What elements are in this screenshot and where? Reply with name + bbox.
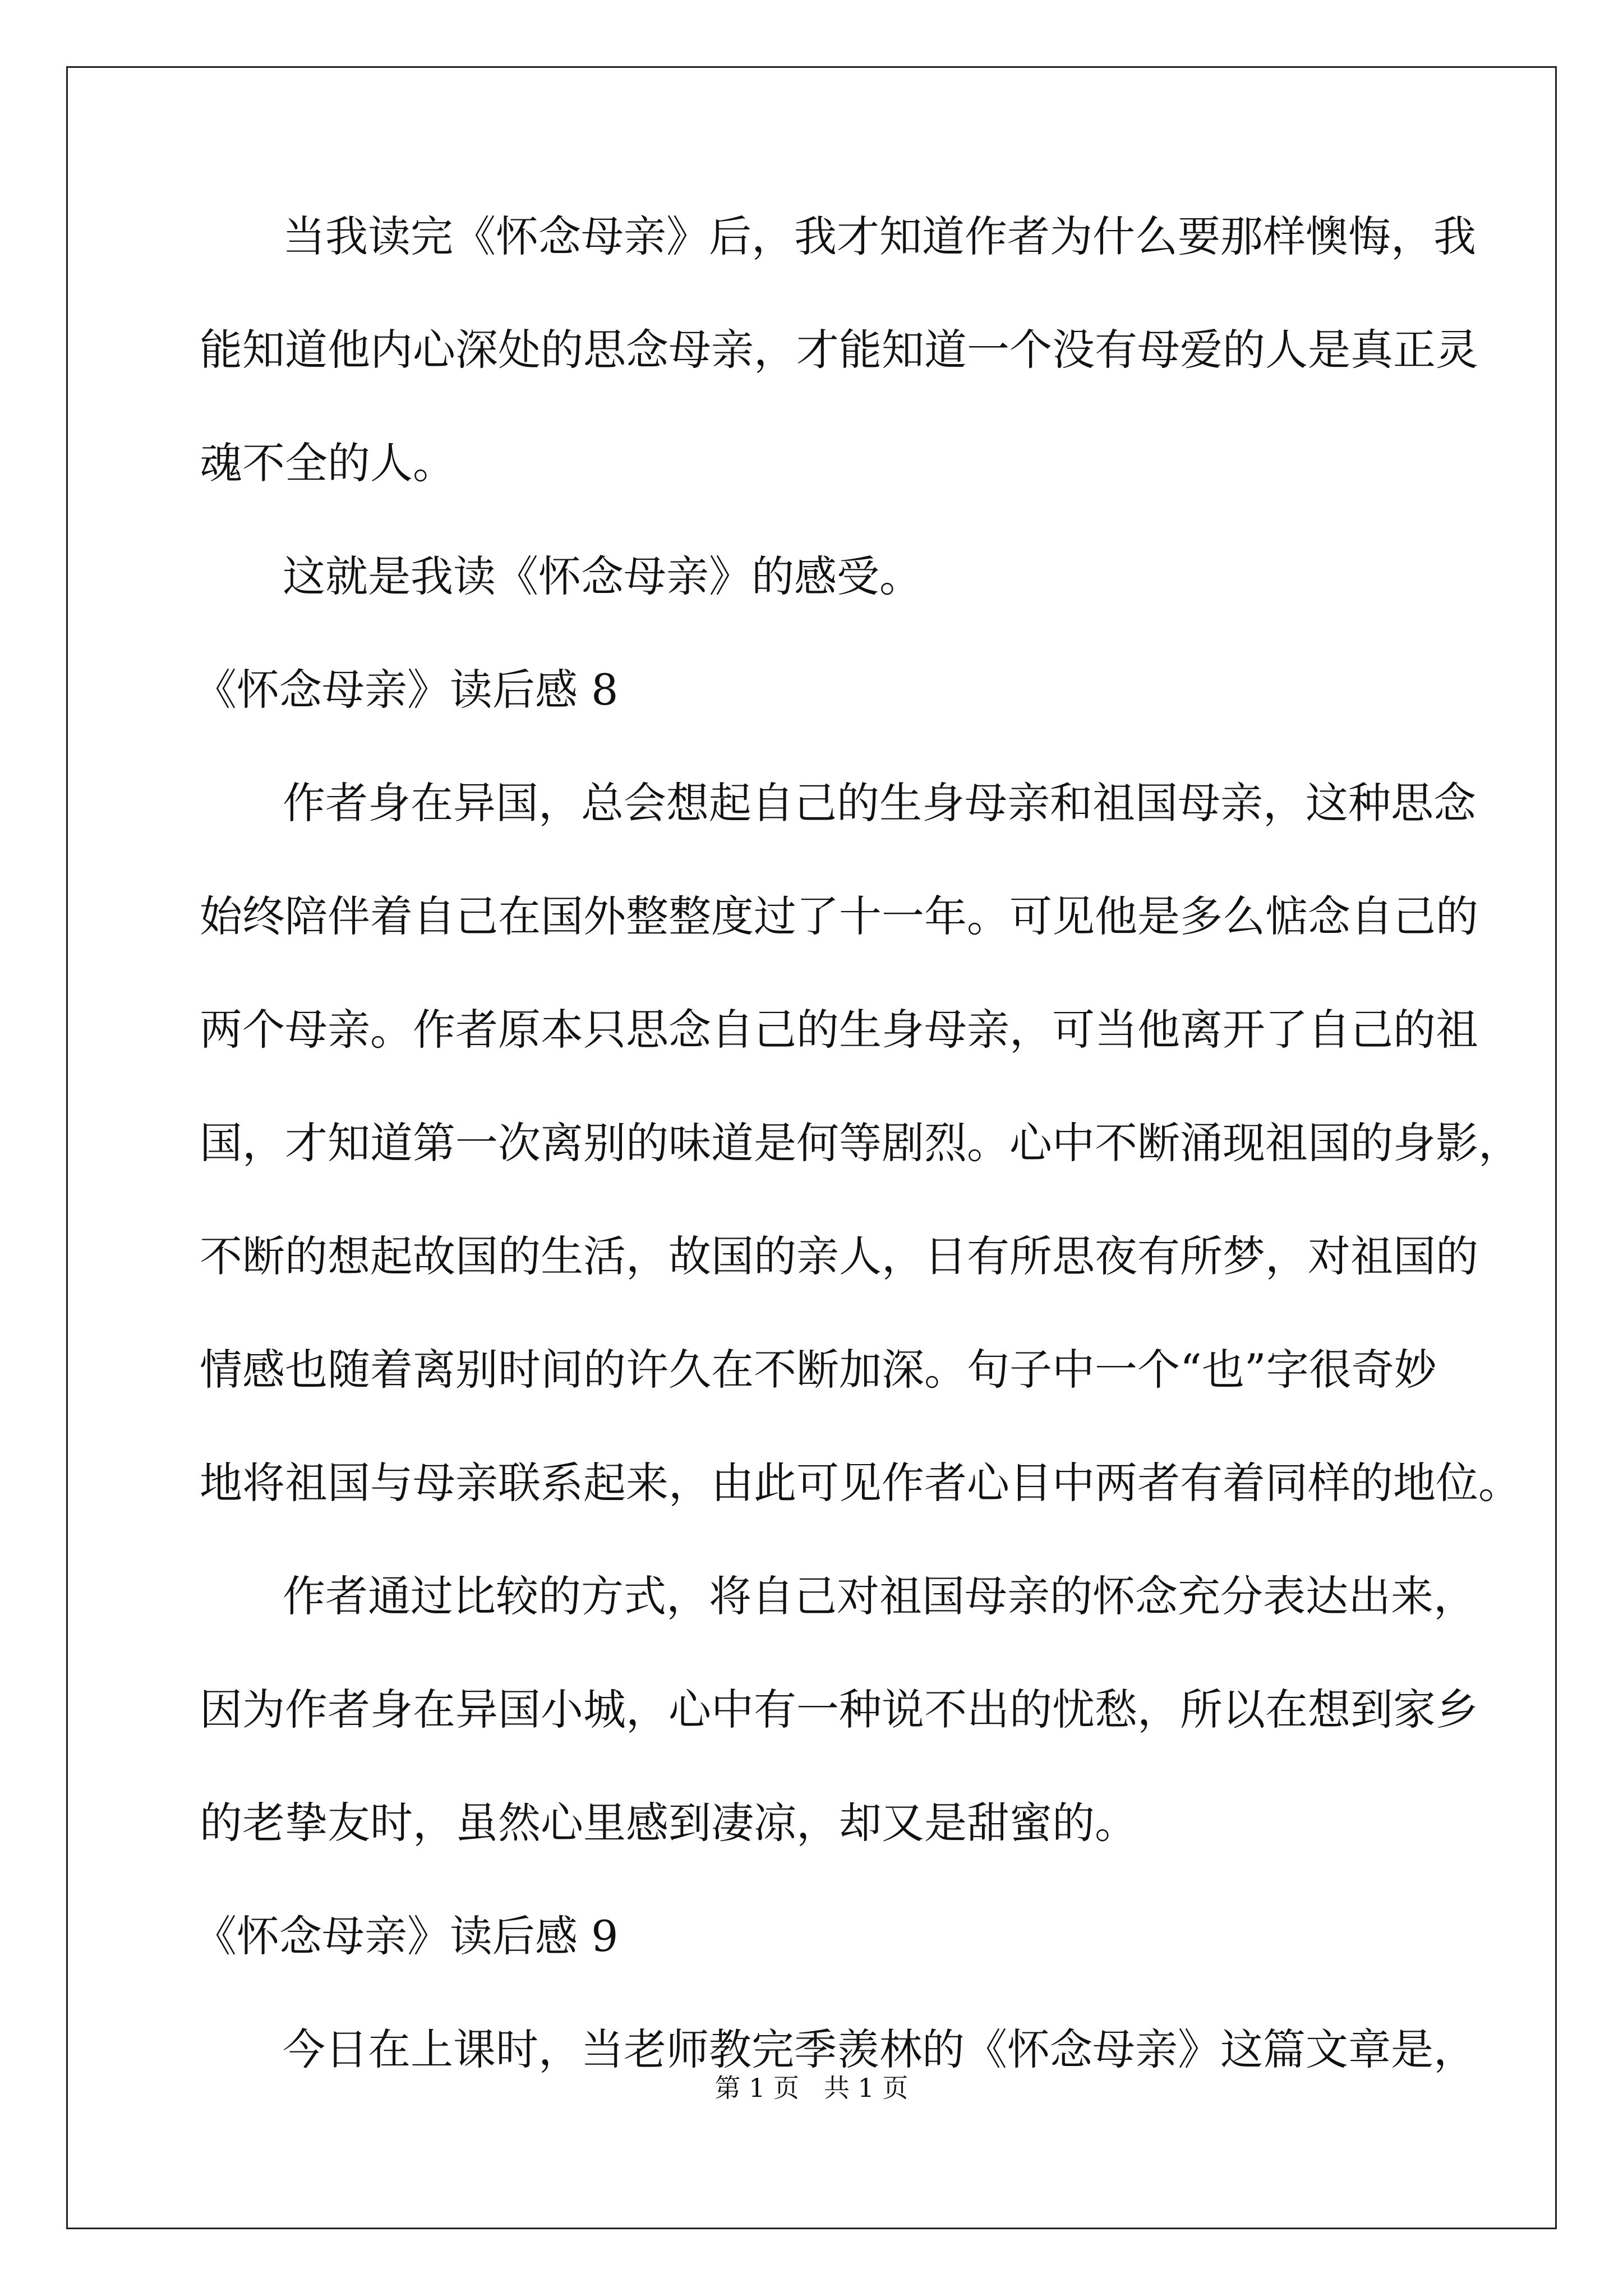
paragraph-line: 魂不全的人。 <box>200 438 455 488</box>
paragraph-line: 作者通过比较的方式，将自己对祖国母亲的怀念充分表达出来， <box>283 1571 1476 1621</box>
paragraph-line: 当我读完《怀念母亲》后，我才知道作者为什么要那样懊悔，我 <box>283 211 1476 261</box>
paragraph-line: 这就是我读《怀念母亲》的感受。 <box>283 551 922 601</box>
section-heading: 《怀念母亲》读后感 9 <box>194 1911 619 1961</box>
paragraph-line: 地将祖国与母亲联系起来，由此可见作者心目中两者有着同样的地位。 <box>200 1458 1521 1508</box>
page-indicator: 第 1 页 共 1 页 <box>714 2073 909 2103</box>
paragraph-line: 作者身在异国，总会想起自己的生身母亲和祖国母亲，这种思念 <box>283 778 1476 828</box>
paragraph-line: 的老挚友时，虽然心里感到凄凉，却又是甜蜜的。 <box>200 1798 1137 1848</box>
paragraph-line: 始终陪伴着自己在国外整整度过了十一年。可见他是多么惦念自己的 <box>200 891 1478 941</box>
paragraph-line: 不断的想起故国的生活，故国的亲人，日有所思夜有所梦，对祖国的 <box>200 1231 1478 1281</box>
paragraph-line: 两个母亲。作者原本只思念自己的生身母亲，可当他离开了自己的祖 <box>200 1005 1478 1055</box>
section-heading: 《怀念母亲》读后感 8 <box>194 665 619 715</box>
paragraph-line: 国，才知道第一次离别的味道是何等剧烈。心中不断涌现祖国的身影， <box>200 1118 1521 1168</box>
paragraph-line: 情感也随着离别时间的许久在不断加深。句子中一个“也”字很奇妙 <box>200 1345 1437 1395</box>
paragraph-line: 今日在上课时，当老师教完季羡林的《怀念母亲》这篇文章是， <box>283 2024 1476 2074</box>
paragraph-line: 因为作者身在异国小城，心中有一种说不出的忧愁，所以在想到家乡 <box>200 1685 1478 1734</box>
paragraph-line: 能知道他内心深处的思念母亲，才能知道一个没有母爱的人是真正灵 <box>200 325 1478 375</box>
